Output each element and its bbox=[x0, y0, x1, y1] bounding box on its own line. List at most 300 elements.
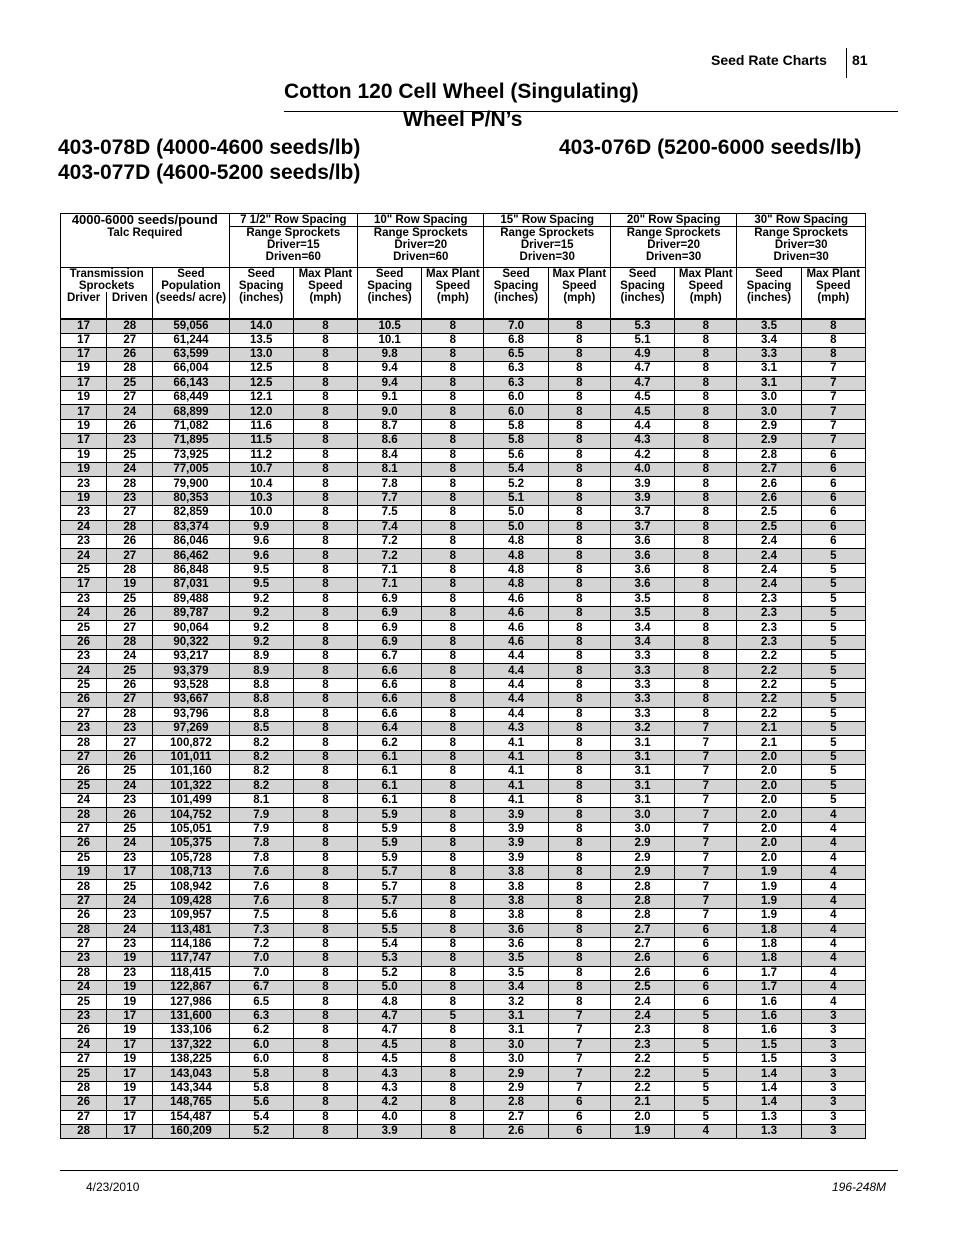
table-cell: 3.3 bbox=[610, 693, 674, 707]
table-cell: 2.4 bbox=[610, 995, 674, 1009]
table-cell: 101,322 bbox=[153, 779, 229, 793]
table-cell: 109,428 bbox=[153, 894, 229, 908]
table-cell: 8 bbox=[675, 448, 737, 462]
table-cell: 6 bbox=[548, 1096, 610, 1110]
table-cell: 8 bbox=[422, 765, 484, 779]
table-cell: 8 bbox=[293, 376, 357, 390]
table-cell: 8 bbox=[293, 937, 357, 951]
table-cell: 7.6 bbox=[229, 865, 293, 879]
table-cell: 26 bbox=[61, 1024, 107, 1038]
table-cell: 23 bbox=[61, 1009, 107, 1023]
table-cell: 8 bbox=[675, 635, 737, 649]
table-cell: 19 bbox=[107, 995, 153, 1009]
table-cell: 7 bbox=[675, 750, 737, 764]
table-cell: 4.4 bbox=[610, 419, 674, 433]
table-cell: 23 bbox=[107, 434, 153, 448]
page-number: 81 bbox=[852, 52, 868, 68]
table-cell: 8 bbox=[293, 635, 357, 649]
table-cell: 17 bbox=[107, 1096, 153, 1110]
table-cell: 8 bbox=[422, 1096, 484, 1110]
table-cell: 8 bbox=[293, 1124, 357, 1138]
table-cell: 5.6 bbox=[484, 448, 548, 462]
table-cell: 9.5 bbox=[229, 563, 293, 577]
table-cell: 8.8 bbox=[229, 693, 293, 707]
table-cell: 7.9 bbox=[229, 822, 293, 836]
table-cell: 26 bbox=[61, 1096, 107, 1110]
table-cell: 105,051 bbox=[153, 822, 229, 836]
table-cell: 8 bbox=[675, 376, 737, 390]
table-cell: 6 bbox=[801, 463, 865, 477]
table-cell: 24 bbox=[61, 664, 107, 678]
table-cell: 3.7 bbox=[610, 506, 674, 520]
table-cell: 9.4 bbox=[358, 362, 422, 376]
table-cell: 9.6 bbox=[229, 534, 293, 548]
table-cell: 8 bbox=[293, 362, 357, 376]
table-cell: 27 bbox=[107, 391, 153, 405]
table-row bbox=[61, 722, 866, 736]
table-cell: 3.3 bbox=[610, 664, 674, 678]
table-cell: 5.6 bbox=[229, 1096, 293, 1110]
table-cell: 4.6 bbox=[484, 606, 548, 620]
table-cell: 8 bbox=[293, 520, 357, 534]
table-cell: 8 bbox=[548, 563, 610, 577]
table-cell: 8 bbox=[422, 851, 484, 865]
table-cell: 3.1 bbox=[484, 1024, 548, 1038]
part-number-2: 403-077D (4600-5200 seeds/lb) bbox=[58, 161, 361, 184]
table-cell: 3.0 bbox=[484, 1053, 548, 1067]
table-cell: 6.9 bbox=[358, 621, 422, 635]
driven-heading: Driven bbox=[107, 292, 153, 319]
table-cell: 2.0 bbox=[737, 794, 801, 808]
table-row bbox=[61, 707, 866, 721]
table-cell: 8 bbox=[293, 1053, 357, 1067]
table-cell: 8 bbox=[293, 837, 357, 851]
table-cell: 8.9 bbox=[229, 650, 293, 664]
table-cell: 8 bbox=[675, 592, 737, 606]
table-cell: 7.0 bbox=[484, 319, 548, 334]
row-spacing-heading: 15" Row Spacing bbox=[484, 214, 610, 227]
table-cell: 73,925 bbox=[153, 448, 229, 462]
table-cell: 4 bbox=[801, 837, 865, 851]
table-cell: 4.5 bbox=[610, 405, 674, 419]
table-row bbox=[61, 952, 866, 966]
table-cell: 28 bbox=[61, 808, 107, 822]
table-cell: 19 bbox=[61, 362, 107, 376]
table-cell: 2.4 bbox=[737, 563, 801, 577]
table-cell: 8 bbox=[293, 794, 357, 808]
table-row bbox=[61, 477, 866, 491]
table-cell: 8 bbox=[675, 463, 737, 477]
seed-spacing-heading: Seed Spacing (inches) bbox=[737, 267, 801, 319]
table-cell: 5.8 bbox=[484, 419, 548, 433]
table-cell: 4 bbox=[801, 909, 865, 923]
table-cell: 5 bbox=[801, 779, 865, 793]
table-cell: 6 bbox=[801, 477, 865, 491]
table-cell: 3 bbox=[801, 1081, 865, 1095]
table-header bbox=[61, 214, 866, 319]
table-cell: 27 bbox=[61, 707, 107, 721]
table-cell: 8 bbox=[422, 909, 484, 923]
table-cell: 27 bbox=[107, 693, 153, 707]
table-cell: 7 bbox=[801, 391, 865, 405]
table-cell: 8 bbox=[548, 750, 610, 764]
table-cell: 8 bbox=[422, 837, 484, 851]
table-cell: 8 bbox=[548, 937, 610, 951]
table-cell: 7 bbox=[675, 880, 737, 894]
table-cell: 4.7 bbox=[610, 376, 674, 390]
table-cell: 4.8 bbox=[484, 578, 548, 592]
table-cell: 71,895 bbox=[153, 434, 229, 448]
table-cell: 28 bbox=[61, 736, 107, 750]
table-cell: 3.0 bbox=[610, 808, 674, 822]
table-cell: 28 bbox=[107, 635, 153, 649]
table-cell: 5 bbox=[422, 1009, 484, 1023]
table-cell: 7.8 bbox=[229, 851, 293, 865]
table-cell: 8 bbox=[422, 736, 484, 750]
table-cell: 8 bbox=[293, 664, 357, 678]
table-cell: 4.6 bbox=[484, 592, 548, 606]
table-cell: 3.9 bbox=[484, 851, 548, 865]
table-cell: 23 bbox=[107, 909, 153, 923]
table-cell: 5 bbox=[801, 563, 865, 577]
table-cell: 77,005 bbox=[153, 463, 229, 477]
table-cell: 101,499 bbox=[153, 794, 229, 808]
table-cell: 2.1 bbox=[737, 722, 801, 736]
table-cell: 3.8 bbox=[484, 865, 548, 879]
table-cell: 154,487 bbox=[153, 1110, 229, 1124]
table-cell: 8 bbox=[422, 1110, 484, 1124]
table-cell: 5.9 bbox=[358, 822, 422, 836]
table-cell: 19 bbox=[61, 463, 107, 477]
table-cell: 5 bbox=[801, 664, 865, 678]
table-cell: 23 bbox=[107, 491, 153, 505]
table-cell: 7.0 bbox=[229, 952, 293, 966]
table-cell: 5.2 bbox=[229, 1124, 293, 1138]
table-cell: 2.0 bbox=[737, 851, 801, 865]
table-cell: 8 bbox=[293, 650, 357, 664]
table-row bbox=[61, 1067, 866, 1081]
table-cell: 26 bbox=[61, 765, 107, 779]
table-cell: 8 bbox=[548, 822, 610, 836]
table-cell: 8 bbox=[293, 966, 357, 980]
table-cell: 2.6 bbox=[737, 477, 801, 491]
seed-spacing-heading: Seed Spacing (inches) bbox=[229, 267, 293, 319]
table-cell: 26 bbox=[61, 635, 107, 649]
table-cell: 8 bbox=[293, 1096, 357, 1110]
table-cell: 24 bbox=[61, 1038, 107, 1052]
table-cell: 4 bbox=[801, 923, 865, 937]
table-cell: 2.2 bbox=[737, 693, 801, 707]
table-row bbox=[61, 808, 866, 822]
table-cell: 9.0 bbox=[358, 405, 422, 419]
table-row bbox=[61, 851, 866, 865]
table-cell: 71,082 bbox=[153, 419, 229, 433]
table-cell: 8 bbox=[422, 376, 484, 390]
table-cell: 10.0 bbox=[229, 506, 293, 520]
table-cell: 6 bbox=[675, 923, 737, 937]
table-cell: 5.8 bbox=[484, 434, 548, 448]
table-cell: 3.0 bbox=[737, 391, 801, 405]
table-cell: 8 bbox=[422, 635, 484, 649]
table-cell: 2.0 bbox=[737, 808, 801, 822]
table-row bbox=[61, 362, 866, 376]
table-cell: 8 bbox=[293, 592, 357, 606]
table-cell: 61,244 bbox=[153, 333, 229, 347]
max-speed-heading: Max Plant Speed (mph) bbox=[548, 267, 610, 319]
table-cell: 4.6 bbox=[484, 621, 548, 635]
table-cell: 8 bbox=[675, 319, 737, 334]
range-sprockets: Range Sprockets Driver=15 Driven=30 bbox=[484, 227, 610, 268]
table-cell: 25 bbox=[107, 664, 153, 678]
table-cell: 8 bbox=[293, 419, 357, 433]
table-cell: 14.0 bbox=[229, 319, 293, 334]
max-speed-heading: Max Plant Speed (mph) bbox=[675, 267, 737, 319]
table-cell: 2.5 bbox=[737, 506, 801, 520]
table-cell: 3.5 bbox=[610, 606, 674, 620]
table-cell: 8 bbox=[548, 736, 610, 750]
table-cell: 68,899 bbox=[153, 405, 229, 419]
table-cell: 8 bbox=[548, 650, 610, 664]
table-cell: 3.0 bbox=[484, 1038, 548, 1052]
table-cell: 6.6 bbox=[358, 693, 422, 707]
table-cell: 6 bbox=[801, 534, 865, 548]
table-cell: 6 bbox=[801, 520, 865, 534]
table-cell: 8 bbox=[293, 621, 357, 635]
table-cell: 5.2 bbox=[358, 966, 422, 980]
table-cell: 7 bbox=[548, 1038, 610, 1052]
table-cell: 28 bbox=[61, 1124, 107, 1138]
table-cell: 8 bbox=[675, 1024, 737, 1038]
table-cell: 2.9 bbox=[484, 1067, 548, 1081]
table-cell: 8 bbox=[293, 880, 357, 894]
table-cell: 8 bbox=[548, 851, 610, 865]
table-cell: 28 bbox=[107, 477, 153, 491]
table-cell: 8 bbox=[422, 405, 484, 419]
table-cell: 6.3 bbox=[229, 1009, 293, 1023]
table-row bbox=[61, 865, 866, 879]
table-cell: 2.2 bbox=[737, 664, 801, 678]
table-cell: 3.1 bbox=[610, 794, 674, 808]
table-cell: 4.8 bbox=[484, 549, 548, 563]
table-cell: 19 bbox=[61, 419, 107, 433]
table-cell: 8 bbox=[548, 635, 610, 649]
table-cell: 2.0 bbox=[737, 750, 801, 764]
table-cell: 19 bbox=[107, 1024, 153, 1038]
table-row bbox=[61, 319, 866, 334]
table-cell: 26 bbox=[107, 750, 153, 764]
max-speed-heading: Max Plant Speed (mph) bbox=[801, 267, 865, 319]
table-cell: 7 bbox=[675, 722, 737, 736]
table-cell: 8 bbox=[293, 995, 357, 1009]
table-cell: 5.0 bbox=[484, 520, 548, 534]
table-cell: 4.8 bbox=[358, 995, 422, 1009]
table-cell: 109,957 bbox=[153, 909, 229, 923]
table-cell: 8 bbox=[422, 1024, 484, 1038]
table-cell: 3.1 bbox=[610, 765, 674, 779]
table-cell: 4.2 bbox=[358, 1096, 422, 1110]
table-cell: 113,481 bbox=[153, 923, 229, 937]
table-cell: 5 bbox=[801, 794, 865, 808]
table-cell: 8 bbox=[422, 966, 484, 980]
table-cell: 6 bbox=[675, 981, 737, 995]
table-cell: 27 bbox=[107, 333, 153, 347]
table-cell: 104,752 bbox=[153, 808, 229, 822]
table-cell: 5.8 bbox=[229, 1081, 293, 1095]
table-cell: 7.2 bbox=[358, 534, 422, 548]
table-cell: 28 bbox=[107, 362, 153, 376]
table-row bbox=[61, 750, 866, 764]
table-cell: 5.7 bbox=[358, 865, 422, 879]
table-cell: 4 bbox=[801, 822, 865, 836]
table-cell: 7.2 bbox=[358, 549, 422, 563]
range-sprockets: Range Sprockets Driver=15 Driven=60 bbox=[229, 227, 357, 268]
table-cell: 8 bbox=[422, 434, 484, 448]
table-cell: 8 bbox=[293, 1110, 357, 1124]
table-cell: 10.1 bbox=[358, 333, 422, 347]
table-cell: 24 bbox=[61, 981, 107, 995]
table-cell: 23 bbox=[61, 650, 107, 664]
table-row bbox=[61, 678, 866, 692]
table-cell: 3.4 bbox=[610, 621, 674, 635]
table-cell: 8 bbox=[422, 722, 484, 736]
table-cell: 5 bbox=[801, 707, 865, 721]
table-cell: 8 bbox=[548, 463, 610, 477]
table-row bbox=[61, 621, 866, 635]
table-cell: 7 bbox=[675, 779, 737, 793]
table-cell: 27 bbox=[61, 750, 107, 764]
table-cell: 10.7 bbox=[229, 463, 293, 477]
table-cell: 5.5 bbox=[358, 923, 422, 937]
table-row bbox=[61, 1081, 866, 1095]
table-cell: 1.9 bbox=[737, 909, 801, 923]
table-cell: 24 bbox=[107, 463, 153, 477]
table-cell: 7 bbox=[548, 1024, 610, 1038]
table-cell: 8 bbox=[675, 578, 737, 592]
table-cell: 3.0 bbox=[737, 405, 801, 419]
table-row bbox=[61, 391, 866, 405]
table-cell: 8.8 bbox=[229, 678, 293, 692]
table-cell: 2.8 bbox=[484, 1096, 548, 1110]
table-cell: 23 bbox=[107, 851, 153, 865]
table-cell: 4 bbox=[801, 880, 865, 894]
table-cell: 6.0 bbox=[229, 1053, 293, 1067]
table-cell: 2.5 bbox=[737, 520, 801, 534]
table-cell: 1.9 bbox=[737, 865, 801, 879]
table-cell: 8.8 bbox=[229, 707, 293, 721]
table-cell: 3.9 bbox=[484, 822, 548, 836]
table-cell: 8 bbox=[675, 491, 737, 505]
table-cell: 3.4 bbox=[737, 333, 801, 347]
table-cell: 9.5 bbox=[229, 578, 293, 592]
table-row bbox=[61, 909, 866, 923]
table-cell: 25 bbox=[107, 448, 153, 462]
table-cell: 5 bbox=[801, 606, 865, 620]
table-cell: 7 bbox=[801, 405, 865, 419]
table-cell: 4.3 bbox=[358, 1067, 422, 1081]
table-cell: 23 bbox=[61, 952, 107, 966]
table-cell: 8 bbox=[675, 563, 737, 577]
table-row bbox=[61, 966, 866, 980]
table-cell: 63,599 bbox=[153, 347, 229, 361]
table-row bbox=[61, 347, 866, 361]
table-row bbox=[61, 578, 866, 592]
table-cell: 2.6 bbox=[484, 1124, 548, 1138]
table-cell: 3.6 bbox=[610, 549, 674, 563]
table-cell: 3 bbox=[801, 1067, 865, 1081]
table-cell: 28 bbox=[107, 520, 153, 534]
table-cell: 8 bbox=[293, 391, 357, 405]
table-cell: 17 bbox=[107, 1124, 153, 1138]
table-cell: 2.2 bbox=[610, 1081, 674, 1095]
table-cell: 8 bbox=[548, 520, 610, 534]
table-cell: 4 bbox=[801, 952, 865, 966]
table-cell: 23 bbox=[107, 722, 153, 736]
table-cell: 7.9 bbox=[229, 808, 293, 822]
table-cell: 7.8 bbox=[358, 477, 422, 491]
table-cell: 2.0 bbox=[610, 1110, 674, 1124]
table-row bbox=[61, 1009, 866, 1023]
table-cell: 25 bbox=[107, 880, 153, 894]
table-cell: 3.7 bbox=[610, 520, 674, 534]
seed-spacing-heading: Seed Spacing (inches) bbox=[358, 267, 422, 319]
table-cell: 7.0 bbox=[229, 966, 293, 980]
table-cell: 26 bbox=[107, 808, 153, 822]
table-cell: 4.4 bbox=[484, 650, 548, 664]
table-cell: 3.3 bbox=[610, 650, 674, 664]
table-cell: 2.2 bbox=[610, 1067, 674, 1081]
table-cell: 19 bbox=[107, 1081, 153, 1095]
table-cell: 6.1 bbox=[358, 794, 422, 808]
table-cell: 8 bbox=[675, 391, 737, 405]
table-cell: 114,186 bbox=[153, 937, 229, 951]
table-row bbox=[61, 1053, 866, 1067]
table-cell: 8 bbox=[548, 923, 610, 937]
table-cell: 6.2 bbox=[229, 1024, 293, 1038]
table-cell: 17 bbox=[107, 1067, 153, 1081]
table-cell: 8 bbox=[422, 419, 484, 433]
table-cell: 137,322 bbox=[153, 1038, 229, 1052]
table-cell: 5 bbox=[675, 1081, 737, 1095]
table-row bbox=[61, 794, 866, 808]
table-cell: 3 bbox=[801, 1009, 865, 1023]
table-row bbox=[61, 434, 866, 448]
table-cell: 2.3 bbox=[737, 621, 801, 635]
table-cell: 8 bbox=[293, 865, 357, 879]
row-spacing-heading: 30" Row Spacing bbox=[737, 214, 866, 227]
table-cell: 5 bbox=[675, 1053, 737, 1067]
table-cell: 3 bbox=[801, 1024, 865, 1038]
table-cell: 97,269 bbox=[153, 722, 229, 736]
table-cell: 23 bbox=[107, 794, 153, 808]
table-cell: 8 bbox=[293, 347, 357, 361]
table-cell: 8 bbox=[422, 578, 484, 592]
table-cell: 3.4 bbox=[610, 635, 674, 649]
table-cell: 3.1 bbox=[737, 362, 801, 376]
table-cell: 3.5 bbox=[484, 966, 548, 980]
table-cell: 4.0 bbox=[358, 1110, 422, 1124]
table-cell: 2.6 bbox=[610, 952, 674, 966]
table-cell: 6 bbox=[675, 966, 737, 980]
table-cell: 89,488 bbox=[153, 592, 229, 606]
table-cell: 7 bbox=[675, 822, 737, 836]
table-cell: 2.7 bbox=[737, 463, 801, 477]
table-cell: 25 bbox=[61, 1067, 107, 1081]
table-cell: 4.7 bbox=[610, 362, 674, 376]
table-cell: 5 bbox=[801, 722, 865, 736]
table-cell: 8 bbox=[422, 808, 484, 822]
table-cell: 6.0 bbox=[484, 405, 548, 419]
table-cell: 8 bbox=[548, 794, 610, 808]
